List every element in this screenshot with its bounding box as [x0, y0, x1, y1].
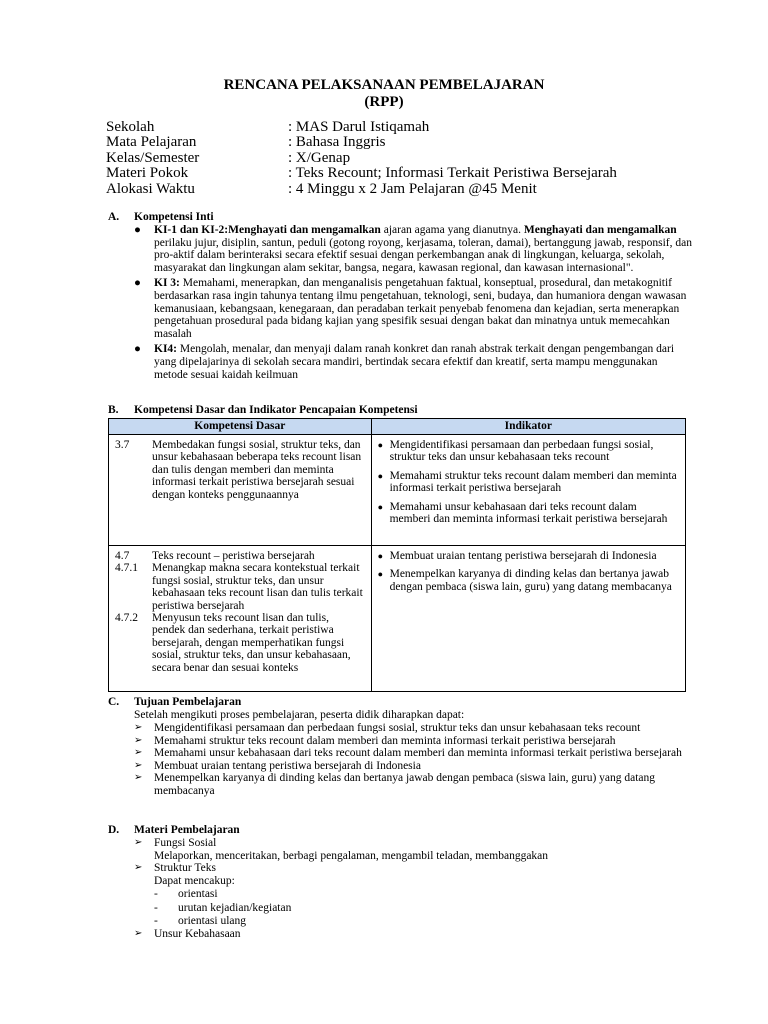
section-d-heading [108, 824, 240, 836]
list-item [134, 722, 704, 735]
kd-entry [115, 550, 365, 562]
dash-bullet: - [154, 901, 158, 914]
info-row-class [106, 151, 617, 166]
list-item [154, 902, 291, 916]
list-item [154, 888, 291, 902]
list-item [134, 760, 704, 773]
column-header: Kompetensi Dasar [109, 419, 372, 435]
list-item [134, 928, 704, 941]
section-b-heading [108, 404, 418, 416]
list-item [378, 501, 679, 526]
structure-item: orientasi [178, 888, 218, 900]
material-heading: Struktur Teks [154, 862, 216, 874]
indicator-text: Memahami unsur kebahasaan dari teks recount dalam memberi dan meminta informasi terkait peristiwa bersejarah [389, 500, 668, 526]
structure-item: orientasi ulang [178, 915, 247, 927]
table-header-row [109, 419, 686, 435]
list-item [134, 735, 704, 748]
list-item [134, 862, 704, 875]
identity-block [106, 120, 617, 197]
bullet-icon: ● [134, 343, 141, 356]
info-label: Alokasi Waktu [106, 180, 195, 197]
arrow-bullet-icon: ➢ [134, 747, 143, 759]
objective-text: Membuat uraian tentang peristiwa bersejarah di Indonesia [154, 759, 421, 772]
ki-text: Mengolah, menalar, dan menyaji dalam ranah konkret dan ranah abstrak terkait dengan pengembangan dari yang dipelajarinya di sekolah secara mandiri, bertindak secara efektif dan kreatif, serta mampu menggunakan metode sesuai kaidah keilmuan [154, 343, 675, 381]
section-letter: C. [108, 696, 120, 708]
section-c-heading [108, 696, 241, 708]
indicator-list [378, 550, 679, 593]
structure-list [154, 888, 291, 929]
material-heading: Fungsi Sosial [154, 837, 217, 849]
material-list [134, 928, 704, 941]
list-item [378, 550, 679, 562]
kd-text: Teks recount – peristiwa bersejarah [152, 550, 315, 562]
list-item [134, 224, 694, 274]
bullet-icon: ● [377, 440, 384, 450]
list-item [378, 568, 679, 593]
section-a-heading [108, 211, 214, 223]
kd-number: 4.7 [115, 550, 130, 562]
objective-intro: Setelah mengikuti proses pembelajaran, peserta didik diharapkan dapat: [134, 709, 465, 721]
list-item [134, 837, 704, 850]
core-competency-list [134, 224, 694, 384]
list-item [378, 470, 679, 495]
arrow-bullet-icon: ➢ [134, 772, 143, 784]
competency-table [108, 418, 686, 692]
arrow-bullet-icon: ➢ [134, 837, 143, 848]
kd-entry [115, 439, 365, 501]
info-row-topic [106, 166, 617, 181]
list-item [154, 915, 291, 929]
objective-text: Menempelkan karyanya di dinding kelas dan bertanya jawab dengan pembaca (siswa lain, guru) yang datang membacanya [154, 772, 656, 797]
info-row-time [106, 182, 617, 197]
kd-text: Membedakan fungsi sosial, struktur teks, dan unsur kebahasaan beberapa teks recount lisan dan tulis dengan memberi dan meminta informasi terkait peristiwa bersejarah sesuai dengan konteks penggunaannya [152, 439, 362, 501]
kd-text: Menangkap makna secara kontekstual terkait fungsi sosial, struktur teks, dan unsur kebahasaan teks recount lisan dan tulis terkait peristiwa bersejarah [152, 562, 363, 612]
list-item [134, 747, 704, 760]
section-title: Kompetensi Dasar dan Indikator Pencapaian Kompetensi [134, 404, 418, 416]
objective-text: Memahami struktur teks recount dalam memberi dan meminta informasi terkait peristiwa bersejarah [154, 734, 616, 747]
section-title: Kompetensi Inti [134, 211, 214, 223]
table-cell [371, 435, 685, 546]
table-row [109, 546, 686, 692]
arrow-bullet-icon: ➢ [134, 722, 143, 733]
list-item [134, 772, 704, 797]
kd-number: 4.7.1 [115, 562, 138, 575]
structure-item: urutan kejadian/kegiatan [178, 901, 292, 914]
bullet-icon: ● [377, 551, 384, 561]
material-text: Dapat mencakup: [154, 875, 235, 887]
material-text: Melaporkan, menceritakan, berbagi pengalaman, mengambil teladan, membanggakan [154, 850, 549, 862]
info-row-subject [106, 135, 617, 150]
kd-entry [115, 562, 365, 612]
table-cell [109, 546, 372, 692]
objective-text: Mengidentifikasi persamaan dan perbedaan fungsi sosial, struktur teks dan unsur kebahasaan teks recount [154, 722, 641, 734]
ki-label: KI4: [154, 343, 177, 356]
info-value: : MAS Darul Istiqamah [288, 119, 430, 135]
list-item [134, 277, 694, 340]
objective-text: Memahami unsur kebahasaan dari teks recount dalam memberi dan meminta informasi terkait peristiwa bersejarah [154, 747, 682, 760]
ki-text: ajaran agama yang dianutnya. [380, 224, 524, 236]
info-label: Mata Pelajaran [106, 134, 197, 151]
material-heading: Unsur Kebahasaan [154, 928, 241, 940]
section-title: Materi Pembelajaran [134, 824, 240, 836]
arrow-bullet-icon: ➢ [134, 759, 143, 771]
section-title: Tujuan Pembelajaran [134, 696, 242, 708]
indicator-text: Menempelkan karyanya di dinding kelas dan bertanya jawab dengan pembaca (siswa lain, guru) yang datang membacanya [389, 568, 672, 593]
list-item [134, 343, 694, 381]
bullet-icon: ● [134, 224, 141, 236]
kd-text: Menyusun teks recount lisan dan tulis, pendek dan sederhana, terkait peristiwa bersejarah, dengan memperhatikan fungsi sosial, struktur teks, dan unsur kebahasaan, secara benar dan sesuai konteks [152, 612, 351, 674]
table-cell [109, 435, 372, 546]
ki-text: Memahami, menerapkan, dan menganalisis pengetahuan faktual, konseptual, prosedural, dan metakognitif berdasarkan rasa ingin tahunya tentang ilmu pengetahuan, teknologi, seni, budaya, dan humaniora dengan wawasan kemanusiaan, kebangsaan, kenegaraan, dan peradaban terkait penyebab fenomena dan kejadian, serta menerapkan pengetahuan prosedural pada bidang kajian yang spesifik sesuai dengan bakat dan minatnya untuk memecahkan masalah [154, 277, 687, 340]
kd-number: 3.7 [115, 439, 130, 451]
indicator-text: Mengidentifikasi persamaan dan perbedaan fungsi sosial, struktur teks dan unsur kebahasaan teks recount [389, 439, 654, 464]
document-subtitle: (RPP) [364, 94, 404, 110]
ki-text: perilaku jujur, disiplin, santun, peduli (gotong royong, kerjasama, toleran, damai), bertanggung jawab, responsif, dan pro-aktif dalam berinteraksi secara efektif sesuai dengan perkembangan anak di lingkungan, keluarga, sekolah, masyarakat dan lingkungan alam sekitar, bangsa, negara, kawasan regional, dan kawasan internasional". [154, 236, 692, 274]
info-label: Sekolah [106, 119, 155, 135]
info-label: Materi Pokok [106, 165, 189, 182]
material-list [134, 862, 704, 875]
section-letter: B. [108, 404, 119, 416]
kd-entry [115, 612, 365, 674]
info-row-school [106, 120, 617, 135]
ki-label: KI-1 dan KI-2:Menghayati dan mengamalkan [154, 224, 381, 236]
column-header: Indikator [371, 419, 685, 435]
kd-number: 4.7.2 [115, 612, 138, 625]
dash-bullet: - [154, 915, 158, 927]
table-row [109, 435, 686, 546]
section-letter: A. [108, 211, 120, 223]
arrow-bullet-icon: ➢ [134, 928, 143, 939]
ki-emphasis: Menghayati dan mengamalkan [523, 224, 677, 236]
info-value: : 4 Minggu x 2 Jam Pelajaran @45 Menit [288, 180, 537, 197]
indicator-list [378, 439, 679, 525]
objective-list [134, 722, 704, 798]
section-letter: D. [108, 824, 120, 836]
arrow-bullet-icon: ➢ [134, 862, 143, 873]
info-value: : Teks Recount; Informasi Terkait Peristiwa Bersejarah [288, 165, 617, 182]
list-item [378, 439, 679, 464]
info-value: : Bahasa Inggris [288, 134, 386, 151]
material-list [134, 837, 704, 850]
bullet-icon: ● [377, 569, 384, 580]
ki-label: KI 3: [154, 277, 180, 290]
arrow-bullet-icon: ➢ [134, 734, 143, 746]
bullet-icon: ● [377, 470, 384, 481]
table-cell [371, 546, 685, 692]
bullet-icon: ● [134, 277, 141, 290]
dash-bullet: - [154, 888, 158, 900]
info-label: Kelas/Semester [106, 149, 200, 166]
bullet-icon: ● [377, 501, 384, 512]
indicator-text: Memahami struktur teks recount dalam memberi dan meminta informasi terkait peristiwa bersejarah [389, 469, 677, 495]
info-value: : X/Genap [288, 149, 351, 166]
document-title: RENCANA PELAKSANAAN PEMBELAJARAN [223, 77, 545, 93]
indicator-text: Membuat uraian tentang peristiwa bersejarah di Indonesia [389, 550, 657, 562]
